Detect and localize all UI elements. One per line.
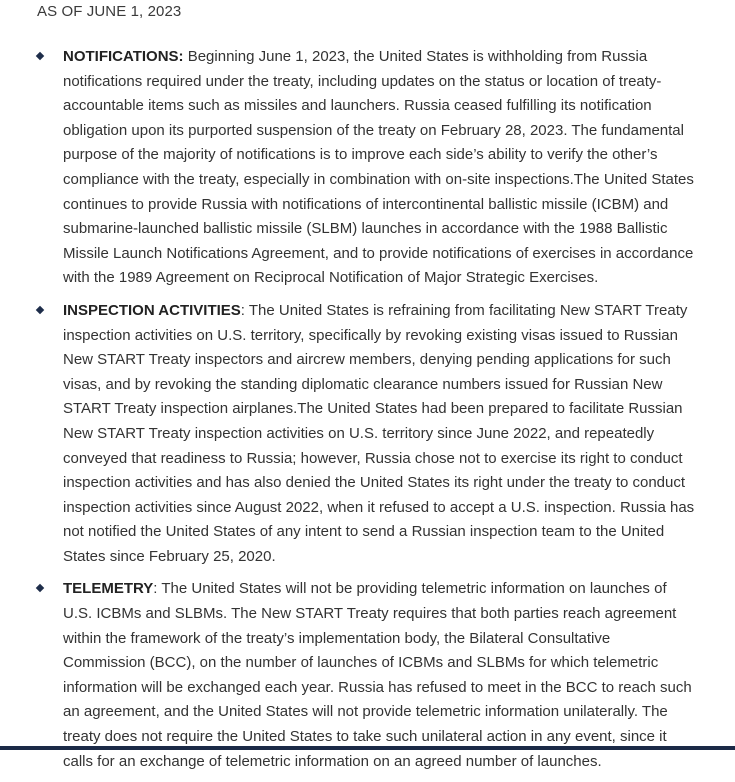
item-text: : The United States is refraining from facilitating New START Treaty inspection activities on U.S. territory, specifically by revoking existing visas issued to Russian New START Treaty inspectors and aircrew members, denying pending applications for such visas, and by revoking the standing diplomatic clearance numbers issued for Russian New START Treaty inspection airplanes.The United States had been prepared to facilitate Russian New START Treaty inspection activities on U.S. territory since June 2022, and repeatedly conveyed that readiness to Russia; however, Russia chose not to exercise its right to conduct inspection activities and has also denied the United States its right under the treaty to conduct inspection activities since August 2022, when it refused to accept a U.S. inspection. Russia has not notified the United States of any intent to send a Russian inspection team to the United States since February 25, 2020. — [63, 301, 695, 565]
item-label: INSPECTION ACTIVITIES — [63, 301, 241, 319]
list-item-notifications — [0, 45, 735, 291]
diamond-bullet-icon — [36, 52, 44, 60]
item-label: TELEMETRY — [63, 580, 154, 598]
item-label: NOTIFICATIONS: — [63, 48, 184, 65]
diamond-bullet-icon — [36, 306, 44, 314]
item-text: Beginning June 1, 2023, the United States is withholding from Russia notifications required under the treaty, including updates on the status or location of treaty-accountable items such as missiles and launchers. Russia ceased fulfilling its notification obligation upon its purported suspension of the treaty on February 28, 2023. The fundamental purpose of the majority of notifications is to improve each side’s ability to verify the other’s compliance with the treaty, especially in combination with on-site inspections.The United States continues to provide Russia with notifications of intercontinental ballistic missile (ICBM) and submarine-launched ballistic missile (SLBM) launches in accordance with the 1988 Ballistic Missile Launch Notifications Agreement, and to provide notifications of exercises in accordance with the 1989 Agreement on Reciprocal Notification of Major Strategic Exercises. — [63, 48, 694, 287]
list-item-telemetry — [0, 577, 735, 774]
as-of-date: AS OF JUNE 1, 2023 — [37, 3, 182, 20]
measures-list — [0, 45, 735, 782]
bottom-divider — [0, 746, 735, 750]
diamond-bullet-icon — [36, 584, 44, 592]
item-text: : The United States will not be providing telemetric information on launches of U.S. ICBMs and SLBMs. The New START Treaty requires that both parties reach agreement within the framework of the treaty’s implementation body, the Bilateral Consultative Commission (BCC), on the number of launches of ICBMs and SLBMs for which telemetric information will be exchanged each year. Russia has refused to meet in the BCC to reach such an agreement, and the United States will not provide telemetric information unilaterally. The treaty does not require the United States to take such unilateral action in any event, since it calls for an exchange of telemetric information on an agreed number of launches. — [63, 580, 692, 770]
list-item-inspection-activities — [0, 299, 735, 570]
